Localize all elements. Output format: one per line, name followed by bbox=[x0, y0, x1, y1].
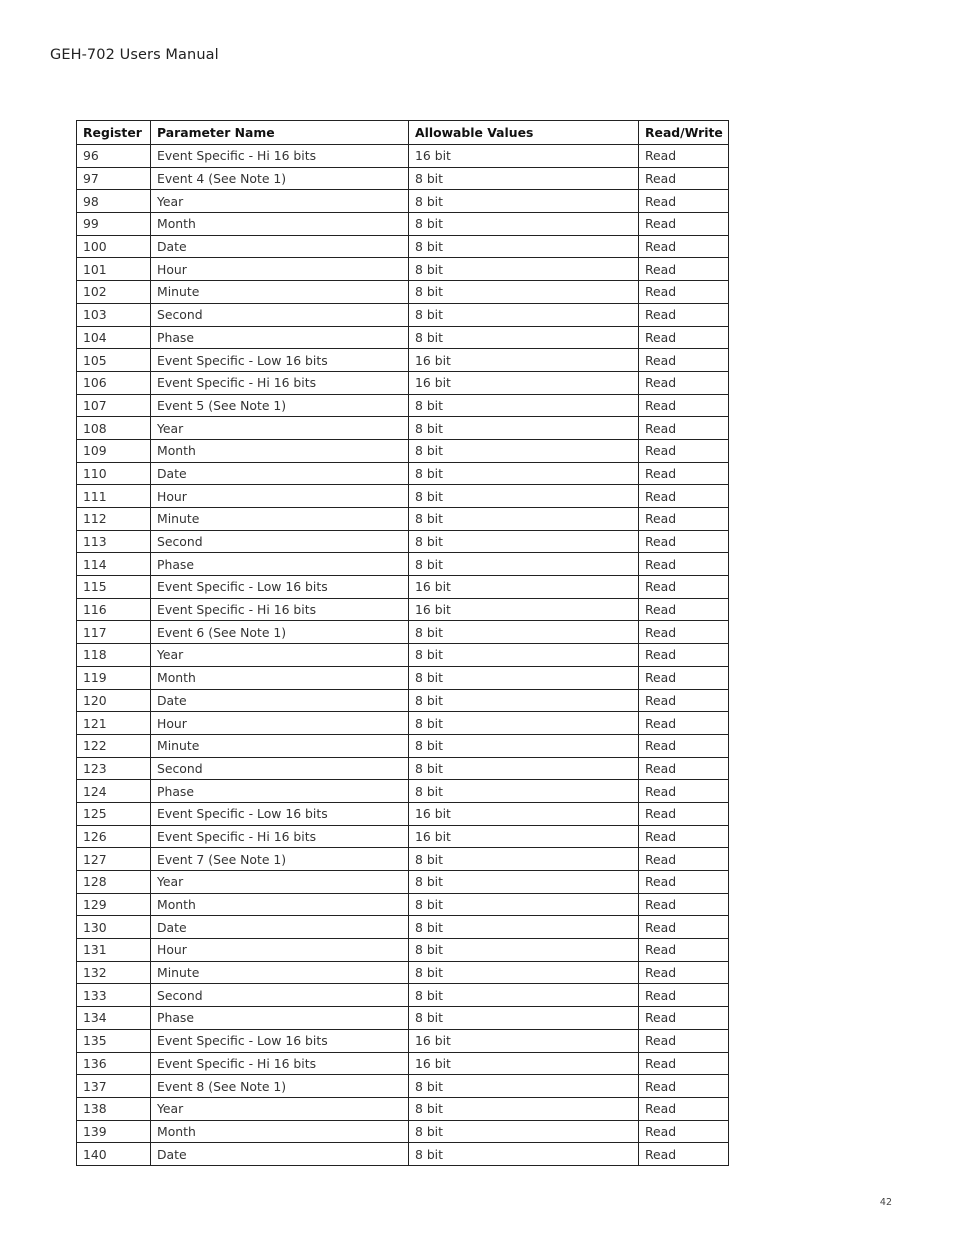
allowable-values-cell: 8 bit bbox=[409, 439, 639, 462]
parameter-name-cell: Date bbox=[151, 235, 409, 258]
parameter-name-cell: Year bbox=[151, 417, 409, 440]
parameter-name-cell: Event Specific - Hi 16 bits bbox=[151, 371, 409, 394]
allowable-values-cell: 8 bit bbox=[409, 462, 639, 485]
read-write-cell: Read bbox=[639, 1052, 729, 1075]
read-write-cell: Read bbox=[639, 598, 729, 621]
register-cell: 119 bbox=[77, 666, 151, 689]
allowable-values-cell: 8 bit bbox=[409, 1007, 639, 1030]
parameter-name-cell: Month bbox=[151, 893, 409, 916]
register-cell: 132 bbox=[77, 961, 151, 984]
table-row bbox=[77, 1052, 729, 1075]
parameter-name-cell: Event Specific - Hi 16 bits bbox=[151, 145, 409, 168]
parameter-name-cell: Second bbox=[151, 757, 409, 780]
register-cell: 138 bbox=[77, 1097, 151, 1120]
register-cell: 97 bbox=[77, 167, 151, 190]
read-write-cell: Read bbox=[639, 303, 729, 326]
table-row bbox=[77, 598, 729, 621]
read-write-cell: Read bbox=[639, 167, 729, 190]
table-row bbox=[77, 984, 729, 1007]
read-write-cell: Read bbox=[639, 1029, 729, 1052]
parameter-name-cell: Second bbox=[151, 530, 409, 553]
table-row bbox=[77, 780, 729, 803]
column-header-allowable-values: Allowable Values bbox=[409, 121, 639, 145]
read-write-cell: Read bbox=[639, 984, 729, 1007]
table-row bbox=[77, 666, 729, 689]
read-write-cell: Read bbox=[639, 689, 729, 712]
table-row bbox=[77, 939, 729, 962]
register-cell: 96 bbox=[77, 145, 151, 168]
register-cell: 110 bbox=[77, 462, 151, 485]
read-write-cell: Read bbox=[639, 1075, 729, 1098]
allowable-values-cell: 8 bit bbox=[409, 485, 639, 508]
allowable-values-cell: 8 bit bbox=[409, 644, 639, 667]
register-cell: 100 bbox=[77, 235, 151, 258]
allowable-values-cell: 8 bit bbox=[409, 190, 639, 213]
table-row bbox=[77, 621, 729, 644]
register-cell: 111 bbox=[77, 485, 151, 508]
allowable-values-cell: 16 bit bbox=[409, 371, 639, 394]
allowable-values-cell: 16 bit bbox=[409, 598, 639, 621]
allowable-values-cell: 8 bit bbox=[409, 689, 639, 712]
parameter-name-cell: Event 4 (See Note 1) bbox=[151, 167, 409, 190]
table-row bbox=[77, 825, 729, 848]
parameter-name-cell: Minute bbox=[151, 961, 409, 984]
register-cell: 120 bbox=[77, 689, 151, 712]
allowable-values-cell: 8 bit bbox=[409, 1120, 639, 1143]
parameter-name-cell: Phase bbox=[151, 780, 409, 803]
parameter-name-cell: Hour bbox=[151, 485, 409, 508]
allowable-values-cell: 16 bit bbox=[409, 1029, 639, 1052]
register-cell: 133 bbox=[77, 984, 151, 1007]
table-row bbox=[77, 190, 729, 213]
register-cell: 113 bbox=[77, 530, 151, 553]
read-write-cell: Read bbox=[639, 553, 729, 576]
read-write-cell: Read bbox=[639, 439, 729, 462]
parameter-name-cell: Year bbox=[151, 644, 409, 667]
parameter-name-cell: Second bbox=[151, 303, 409, 326]
register-cell: 128 bbox=[77, 871, 151, 894]
read-write-cell: Read bbox=[639, 349, 729, 372]
table-row bbox=[77, 167, 729, 190]
parameter-name-cell: Phase bbox=[151, 326, 409, 349]
register-cell: 127 bbox=[77, 848, 151, 871]
register-cell: 105 bbox=[77, 349, 151, 372]
register-cell: 139 bbox=[77, 1120, 151, 1143]
allowable-values-cell: 8 bit bbox=[409, 553, 639, 576]
table-row bbox=[77, 213, 729, 236]
read-write-cell: Read bbox=[639, 848, 729, 871]
table-row bbox=[77, 689, 729, 712]
read-write-cell: Read bbox=[639, 780, 729, 803]
read-write-cell: Read bbox=[639, 825, 729, 848]
table-row bbox=[77, 394, 729, 417]
parameter-name-cell: Event Specific - Hi 16 bits bbox=[151, 1052, 409, 1075]
parameter-name-cell: Phase bbox=[151, 553, 409, 576]
read-write-cell: Read bbox=[639, 916, 729, 939]
allowable-values-cell: 8 bit bbox=[409, 666, 639, 689]
read-write-cell: Read bbox=[639, 235, 729, 258]
read-write-cell: Read bbox=[639, 621, 729, 644]
page-number: 42 bbox=[879, 1197, 892, 1208]
read-write-cell: Read bbox=[639, 462, 729, 485]
allowable-values-cell: 8 bit bbox=[409, 530, 639, 553]
register-cell: 99 bbox=[77, 213, 151, 236]
allowable-values-cell: 8 bit bbox=[409, 1075, 639, 1098]
parameter-name-cell: Event 8 (See Note 1) bbox=[151, 1075, 409, 1098]
allowable-values-cell: 16 bit bbox=[409, 576, 639, 599]
read-write-cell: Read bbox=[639, 893, 729, 916]
column-header-parameter-name: Parameter Name bbox=[151, 121, 409, 145]
allowable-values-cell: 8 bit bbox=[409, 939, 639, 962]
read-write-cell: Read bbox=[639, 417, 729, 440]
parameter-name-cell: Hour bbox=[151, 712, 409, 735]
allowable-values-cell: 8 bit bbox=[409, 757, 639, 780]
read-write-cell: Read bbox=[639, 485, 729, 508]
allowable-values-cell: 16 bit bbox=[409, 1052, 639, 1075]
table-row bbox=[77, 1029, 729, 1052]
table-row bbox=[77, 916, 729, 939]
register-table bbox=[76, 120, 729, 1166]
table-row bbox=[77, 1075, 729, 1098]
allowable-values-cell: 8 bit bbox=[409, 417, 639, 440]
allowable-values-cell: 8 bit bbox=[409, 961, 639, 984]
table-row bbox=[77, 326, 729, 349]
table-row bbox=[77, 893, 729, 916]
table-row bbox=[77, 553, 729, 576]
parameter-name-cell: Date bbox=[151, 462, 409, 485]
table-row bbox=[77, 1007, 729, 1030]
register-cell: 121 bbox=[77, 712, 151, 735]
allowable-values-cell: 8 bit bbox=[409, 326, 639, 349]
allowable-values-cell: 8 bit bbox=[409, 258, 639, 281]
allowable-values-cell: 8 bit bbox=[409, 712, 639, 735]
parameter-name-cell: Month bbox=[151, 1120, 409, 1143]
allowable-values-cell: 8 bit bbox=[409, 871, 639, 894]
table-row bbox=[77, 712, 729, 735]
table-row bbox=[77, 1143, 729, 1166]
table-row bbox=[77, 802, 729, 825]
allowable-values-cell: 8 bit bbox=[409, 281, 639, 304]
table-body bbox=[77, 145, 729, 1166]
register-cell: 98 bbox=[77, 190, 151, 213]
parameter-name-cell: Minute bbox=[151, 281, 409, 304]
read-write-cell: Read bbox=[639, 644, 729, 667]
read-write-cell: Read bbox=[639, 394, 729, 417]
read-write-cell: Read bbox=[639, 712, 729, 735]
table-row bbox=[77, 848, 729, 871]
register-cell: 126 bbox=[77, 825, 151, 848]
register-cell: 134 bbox=[77, 1007, 151, 1030]
allowable-values-cell: 8 bit bbox=[409, 621, 639, 644]
allowable-values-cell: 8 bit bbox=[409, 213, 639, 236]
table-row bbox=[77, 258, 729, 281]
read-write-cell: Read bbox=[639, 508, 729, 531]
table-row bbox=[77, 644, 729, 667]
read-write-cell: Read bbox=[639, 871, 729, 894]
table-row bbox=[77, 576, 729, 599]
parameter-name-cell: Event Specific - Hi 16 bits bbox=[151, 598, 409, 621]
read-write-cell: Read bbox=[639, 666, 729, 689]
parameter-name-cell: Minute bbox=[151, 734, 409, 757]
parameter-name-cell: Month bbox=[151, 213, 409, 236]
parameter-name-cell: Event Specific - Low 16 bits bbox=[151, 802, 409, 825]
table-row bbox=[77, 734, 729, 757]
allowable-values-cell: 8 bit bbox=[409, 780, 639, 803]
table-row bbox=[77, 235, 729, 258]
allowable-values-cell: 16 bit bbox=[409, 802, 639, 825]
parameter-name-cell: Date bbox=[151, 1143, 409, 1166]
register-cell: 125 bbox=[77, 802, 151, 825]
register-cell: 115 bbox=[77, 576, 151, 599]
allowable-values-cell: 8 bit bbox=[409, 235, 639, 258]
read-write-cell: Read bbox=[639, 213, 729, 236]
register-cell: 135 bbox=[77, 1029, 151, 1052]
register-cell: 117 bbox=[77, 621, 151, 644]
parameter-name-cell: Year bbox=[151, 190, 409, 213]
read-write-cell: Read bbox=[639, 576, 729, 599]
allowable-values-cell: 8 bit bbox=[409, 893, 639, 916]
register-cell: 131 bbox=[77, 939, 151, 962]
parameter-name-cell: Date bbox=[151, 689, 409, 712]
register-cell: 129 bbox=[77, 893, 151, 916]
table-row bbox=[77, 145, 729, 168]
register-cell: 109 bbox=[77, 439, 151, 462]
register-cell: 107 bbox=[77, 394, 151, 417]
parameter-name-cell: Minute bbox=[151, 508, 409, 531]
table-row bbox=[77, 1120, 729, 1143]
table-header bbox=[77, 121, 729, 145]
read-write-cell: Read bbox=[639, 757, 729, 780]
register-cell: 112 bbox=[77, 508, 151, 531]
parameter-name-cell: Year bbox=[151, 1097, 409, 1120]
allowable-values-cell: 8 bit bbox=[409, 303, 639, 326]
register-cell: 123 bbox=[77, 757, 151, 780]
table-row bbox=[77, 871, 729, 894]
allowable-values-cell: 8 bit bbox=[409, 984, 639, 1007]
read-write-cell: Read bbox=[639, 734, 729, 757]
parameter-name-cell: Year bbox=[151, 871, 409, 894]
parameter-name-cell: Event Specific - Low 16 bits bbox=[151, 349, 409, 372]
allowable-values-cell: 8 bit bbox=[409, 916, 639, 939]
allowable-values-cell: 8 bit bbox=[409, 1097, 639, 1120]
register-cell: 103 bbox=[77, 303, 151, 326]
register-cell: 136 bbox=[77, 1052, 151, 1075]
allowable-values-cell: 16 bit bbox=[409, 349, 639, 372]
register-cell: 116 bbox=[77, 598, 151, 621]
parameter-name-cell: Month bbox=[151, 666, 409, 689]
read-write-cell: Read bbox=[639, 1097, 729, 1120]
allowable-values-cell: 8 bit bbox=[409, 167, 639, 190]
read-write-cell: Read bbox=[639, 1007, 729, 1030]
parameter-name-cell: Second bbox=[151, 984, 409, 1007]
parameter-name-cell: Event Specific - Low 16 bits bbox=[151, 576, 409, 599]
table-row bbox=[77, 961, 729, 984]
table-row bbox=[77, 530, 729, 553]
register-cell: 122 bbox=[77, 734, 151, 757]
column-header-read-write: Read/Write bbox=[639, 121, 729, 145]
allowable-values-cell: 8 bit bbox=[409, 508, 639, 531]
allowable-values-cell: 16 bit bbox=[409, 825, 639, 848]
table-row bbox=[77, 462, 729, 485]
register-cell: 124 bbox=[77, 780, 151, 803]
register-cell: 104 bbox=[77, 326, 151, 349]
register-cell: 137 bbox=[77, 1075, 151, 1098]
register-cell: 108 bbox=[77, 417, 151, 440]
register-cell: 102 bbox=[77, 281, 151, 304]
parameter-name-cell: Event 7 (See Note 1) bbox=[151, 848, 409, 871]
column-header-register: Register bbox=[77, 121, 151, 145]
table-row bbox=[77, 757, 729, 780]
register-cell: 140 bbox=[77, 1143, 151, 1166]
allowable-values-cell: 8 bit bbox=[409, 734, 639, 757]
parameter-name-cell: Event 5 (See Note 1) bbox=[151, 394, 409, 417]
read-write-cell: Read bbox=[639, 190, 729, 213]
read-write-cell: Read bbox=[639, 258, 729, 281]
table-row bbox=[77, 417, 729, 440]
register-cell: 106 bbox=[77, 371, 151, 394]
allowable-values-cell: 8 bit bbox=[409, 1143, 639, 1166]
read-write-cell: Read bbox=[639, 802, 729, 825]
parameter-name-cell: Event 6 (See Note 1) bbox=[151, 621, 409, 644]
parameter-name-cell: Event Specific - Low 16 bits bbox=[151, 1029, 409, 1052]
allowable-values-cell: 16 bit bbox=[409, 145, 639, 168]
table-row bbox=[77, 349, 729, 372]
parameter-name-cell: Hour bbox=[151, 939, 409, 962]
read-write-cell: Read bbox=[639, 939, 729, 962]
read-write-cell: Read bbox=[639, 371, 729, 394]
table-header-row bbox=[77, 121, 729, 145]
register-cell: 118 bbox=[77, 644, 151, 667]
read-write-cell: Read bbox=[639, 961, 729, 984]
read-write-cell: Read bbox=[639, 1120, 729, 1143]
parameter-name-cell: Date bbox=[151, 916, 409, 939]
parameter-name-cell: Hour bbox=[151, 258, 409, 281]
table-row bbox=[77, 303, 729, 326]
read-write-cell: Read bbox=[639, 145, 729, 168]
read-write-cell: Read bbox=[639, 281, 729, 304]
table-row bbox=[77, 1097, 729, 1120]
parameter-name-cell: Event Specific - Hi 16 bits bbox=[151, 825, 409, 848]
table-row bbox=[77, 439, 729, 462]
register-cell: 130 bbox=[77, 916, 151, 939]
parameter-name-cell: Month bbox=[151, 439, 409, 462]
document-header-title: GEH-702 Users Manual bbox=[50, 47, 219, 63]
parameter-name-cell: Phase bbox=[151, 1007, 409, 1030]
allowable-values-cell: 8 bit bbox=[409, 848, 639, 871]
read-write-cell: Read bbox=[639, 326, 729, 349]
table-row bbox=[77, 508, 729, 531]
read-write-cell: Read bbox=[639, 1143, 729, 1166]
register-cell: 101 bbox=[77, 258, 151, 281]
read-write-cell: Read bbox=[639, 530, 729, 553]
table-row bbox=[77, 485, 729, 508]
allowable-values-cell: 8 bit bbox=[409, 394, 639, 417]
register-cell: 114 bbox=[77, 553, 151, 576]
table-row bbox=[77, 281, 729, 304]
table-row bbox=[77, 371, 729, 394]
